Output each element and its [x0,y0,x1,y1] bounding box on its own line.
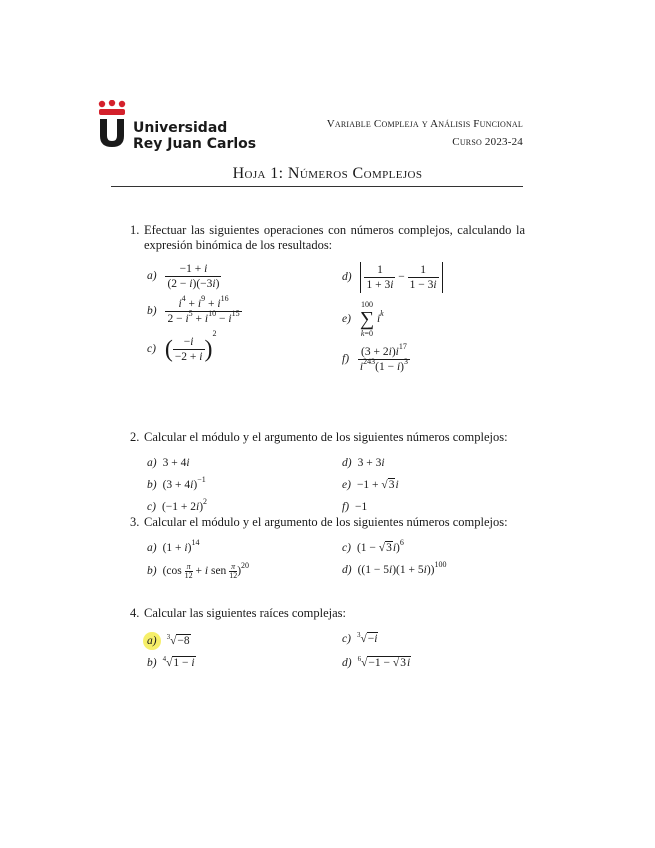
item-label: c) [147,343,156,355]
question-4-text: Calcular las siguientes raíces complejas: [144,606,347,620]
item-label: d) [342,271,352,284]
question-3-text: Calcular el módulo y el argumento de los siguientes números complejos: [144,515,508,529]
q3-item-c: c) $(1 - √3i)^6$ [342,538,404,554]
item-label: e) [342,313,351,325]
item-label: d) [342,564,352,576]
question-2-number: 2. [130,430,140,444]
item-label: b) [147,657,157,669]
q1-item-d: d) $\frac{1}{1 + 3i}$ − $\frac{1}{1 - 3i}$ [342,262,443,293]
q3-item-a: a) $(1 + i)^{14}$ [147,538,200,554]
university-name-line2: Rey Juan Carlos [133,136,257,152]
item-label: b) [147,305,157,318]
q4-item-d: d) $^6$√−1 − √3i [342,655,411,669]
question-1-number: 1. [130,223,140,237]
q2-item-c: c) $(-1 + 2i)^2$ [147,497,208,513]
q2-item-e: e) −1 + √3i [342,479,399,491]
university-logo-icon [96,100,128,148]
title-rule [111,186,523,187]
item-label: f) [342,353,350,366]
q4-item-b: b) $^4$√1 − i [147,655,195,669]
question-3-number: 3. [130,515,140,529]
q3-item-b: b) (cos π 12 + i sen π 12)$^{20}$ [147,561,250,580]
course-title: Variable Compleja y Análisis Funcional [326,118,523,130]
item-label: f) [342,501,350,513]
item-label: b) [147,479,157,491]
university-name-line1: Universidad [133,120,228,136]
item-label: a) [147,457,157,469]
q1-item-f: f) $\frac{(3 + 2i)i^{17}}{i^{243}(1 - i)^3}$ [342,342,408,373]
q1-item-c: c) ( $\frac{-i}{-2 + i}$ )$^2$ [147,329,217,363]
item-label: d) [342,657,352,669]
question-1-text: Efectuar las siguientes operaciones con números complejos, calculando la expresión binómica de los resultados: [144,223,525,252]
item-label-highlighted: a) [143,632,161,650]
item-label: d) [342,457,352,469]
q2-item-f: f) −1 [342,501,368,513]
item-label: c) [147,501,156,513]
page-title: Hoja 1: Números Complejos [232,165,423,182]
item-label: b) [147,565,157,578]
q1-item-e: e) 100 ∑ k=0 $i^k$ [342,300,384,338]
item-label: c) [342,542,351,554]
item-label: c) [342,633,351,645]
q2-item-d: d) 3 + 3i [342,457,385,469]
q4-item-c: c) $^3$√−i [342,631,378,645]
q2-item-a: a) 3 + 4i [147,457,190,469]
question-2-text: Calcular el módulo y el argumento de los siguientes números complejos: [144,430,508,444]
question-4-number: 4. [130,606,140,620]
q1-item-b: b) $\frac{i^4 + i^9 + i^{16}}{2 - i^5 + i^{10} - i^{15}}$ [147,294,240,325]
item-label: a) [147,270,157,283]
q3-item-d: d) $((1 - 5i)(1 + 5i))^{100}$ [342,560,447,576]
q4-item-a: a) $^3$√−8 [147,632,191,650]
q2-item-b: b) $(3 + 4i)^{-1}$ [147,475,206,491]
item-label: e) [342,479,351,491]
item-label: a) [147,542,157,554]
q1-item-a: a) $\frac{-1 + i}{(2 - i)(-3i)}$ [147,263,220,290]
course-year: Curso 2023-24 [452,136,523,148]
